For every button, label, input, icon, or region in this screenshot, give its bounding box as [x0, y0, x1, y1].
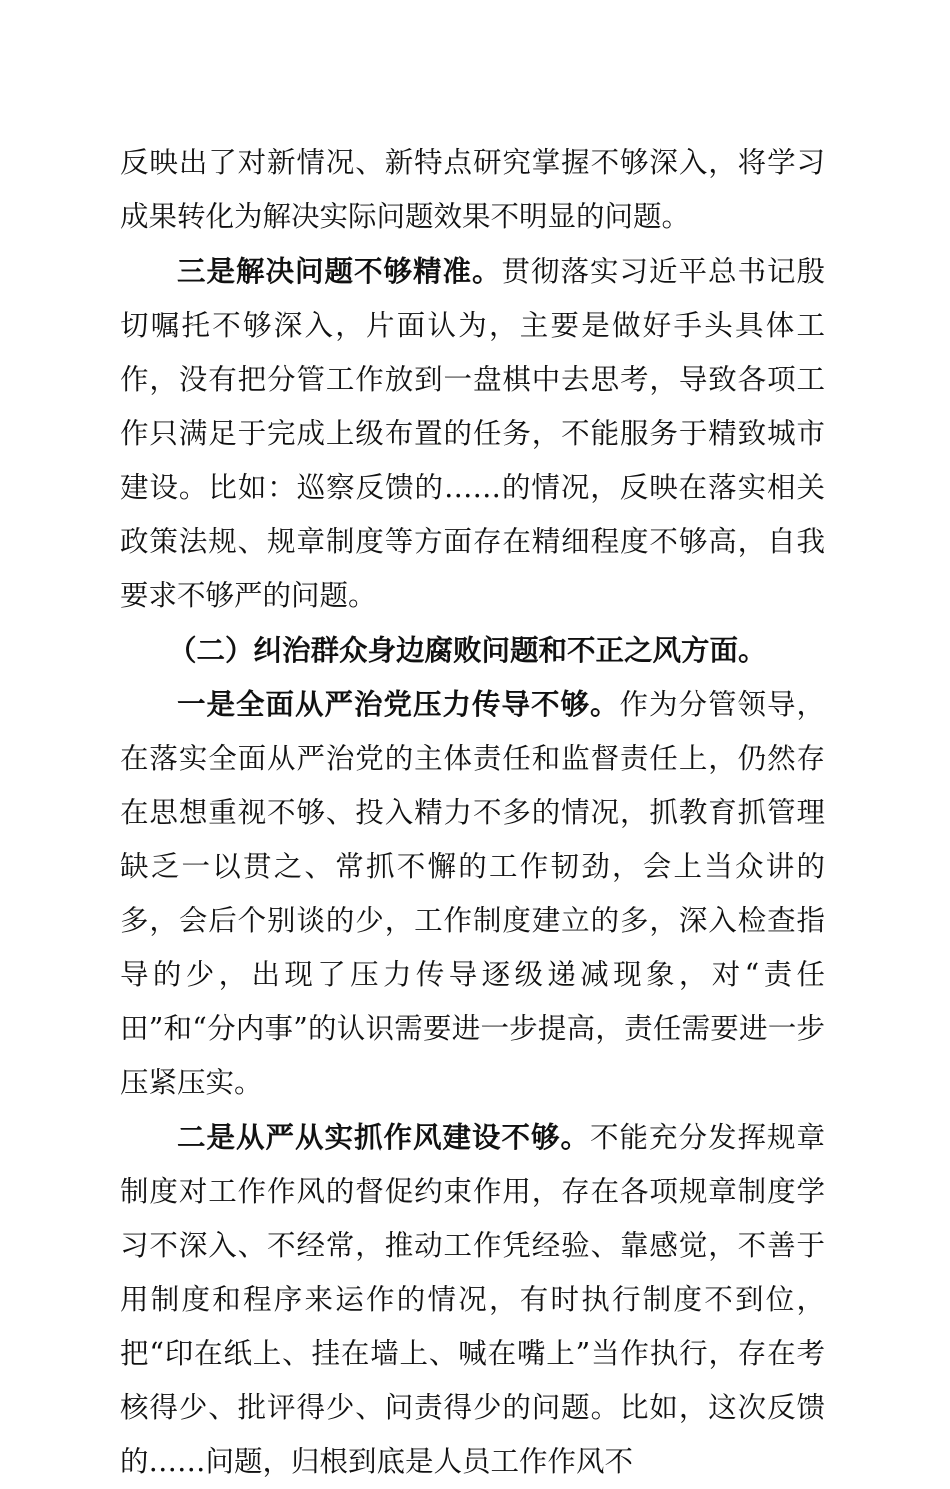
paragraph-lead: 二是从严从实抓作风建设不够。: [177, 1120, 590, 1154]
paragraph-lead: 三是解决问题不够精准。: [177, 254, 502, 288]
paragraph-text: 贯彻落实习近平总书记殷切嘱托不够深入，片面认为，主要是做好手头具体工作，没有把分管工作放到一盘棋中去思考，导致各项工作只满足于完成上级布置的任务，不能服务于精致城市建设。比如：巡察反馈的……的情况，反映在落实相关政策法规、规章制度等方面存在精细程度不够高，自我要求不够严的问题。: [120, 255, 825, 612]
paragraph-problem-three: [120, 244, 825, 623]
section-heading: （二）纠治群众身边腐败问题和不正之风方面。: [168, 633, 767, 667]
document-body: [120, 136, 825, 1489]
paragraph-lead: 一是全面从严治党压力传导不够。: [177, 687, 620, 721]
paragraph-problem-two: [120, 1110, 825, 1489]
paragraph-text: 反映出了对新情况、新特点研究掌握不够深入，将学习成果转化为解决实际问题效果不明显的问题。: [120, 146, 825, 233]
paragraph-text: 作为分管领导，在落实全面从严治党的主体责任和监督责任上，仍然存在思想重视不够、投入精力不多的情况，抓教育抓管理缺乏一以贯之、常抓不懈的工作韧劲，会上当众讲的多，会后个别谈的少，工作制度建立的多，深入检查指导的少，出现了压力传导逐级递减现象，对“责任田”和“分内事”的认识需要进一步提高，责任需要进一步压紧压实。: [120, 688, 825, 1099]
paragraph-text: 不能充分发挥规章制度对工作作风的督促约束作用，存在各项规章制度学习不深入、不经常，推动工作凭经验、靠感觉，不善于用制度和程序来运作的情况，有时执行制度不到位，把“印在纸上、挂在墙上、喊在嘴上”当作执行，存在考核得少、批评得少、问责得少的问题。比如，这次反馈的……问题，归根到底是人员工作作风不: [120, 1121, 825, 1478]
paragraph-continuation: [120, 136, 825, 244]
paragraph-problem-one: [120, 677, 825, 1110]
